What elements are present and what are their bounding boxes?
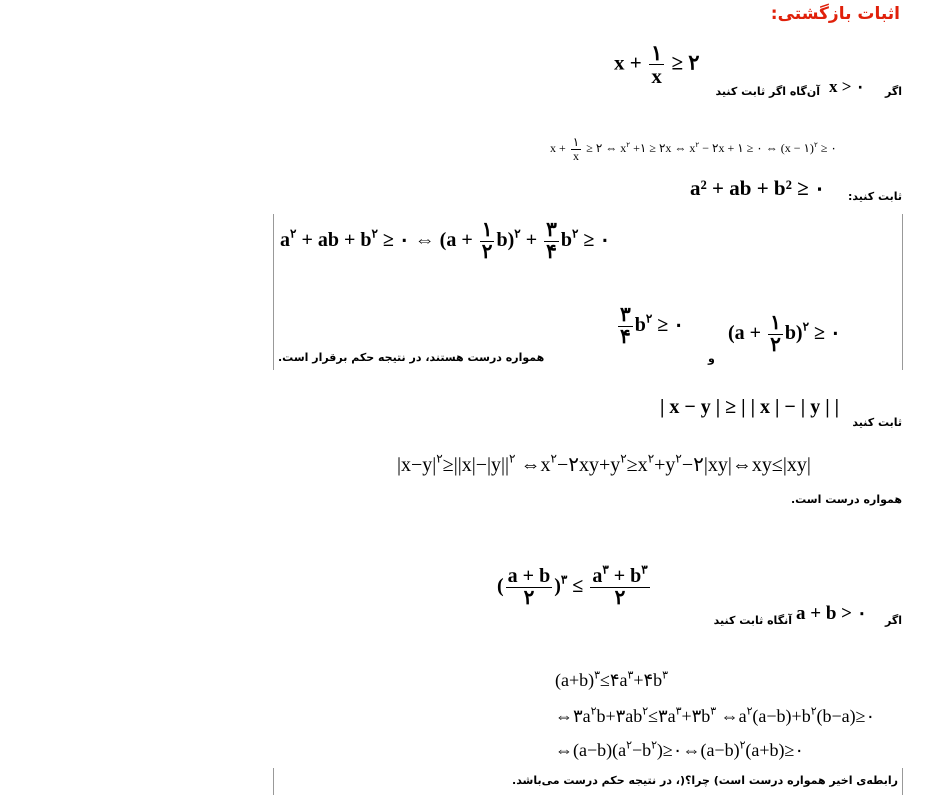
condition-a-plus-b-positive: a + b > ۰ [796,603,867,624]
statement-3: | x − y | ≥ | | x | − | y | | [660,396,840,418]
page-title: اثبات بازگشتی: [770,4,900,24]
proof-line-4a: $(a+b)^۳\le ۴a^۳+۴b^۳$ [555,669,668,690]
proof-line-3: $|x-y|^۲\ge||x|-|y||^۲$ $\Leftrightarrow x^۲-۲xy+y^۲\ge x^۲+y^۲-۲|xy|\Leftrightarrow xy\le|xy|$ [397,451,811,476]
proof-line-4b: $\Leftrightarrow ۳a^۲b+۳ab^۲\le ۳a^۳+۳b^۳$ $\Leftrightarrow a^۲(a-b)+b^۲(b-a)\ge ۰$ [555,705,876,726]
box-left-border-4 [273,768,274,795]
statement-2: a² + ab + b² ≥ ۰ [690,176,826,200]
box-right-border-4 [902,768,903,795]
label-and: و [708,352,715,365]
label-then-prove-4: آنگاه ثابت کنید [713,614,792,627]
term-three-quarter-b: $\frac{۳}{۴}$ $b^۲$ ≥ ۰ [620,304,685,348]
label-if-1: اگر [884,85,902,98]
condition-x-positive: x > ۰ [829,77,865,96]
inequality-statement-4: ( $\frac{a + b}{۲}$ )$^۳$ ≤ $\frac{a^۳ + b^۳}{۲}$ [497,562,648,609]
proof-line-1: x + $\frac{۱}{x}$ ≥ ۲ ⇔ $x^۲$ +۱ ≥ ۲x ⇔ $x^۲$ − ۲x + ۱ ≥ ۰ ⇔ (x − ۱)$^۲$ ≥ ۰ [550,135,837,163]
label-prove-3: ثابت کنید [852,416,902,429]
box-left-border-2 [273,214,274,370]
term-a-plus-half-b: (a + $\frac{۱}{۲}$ b)$^۲$ ≥ ۰ [728,312,841,356]
proof-line-4c: $\Leftrightarrow(a-b)(a^۲-b^۲)\ge ۰\Leftrightarrow(a-b)^۲(a+b)\ge ۰$ [555,739,805,760]
proof-line-2: $a^۲$ + ab + $b^۲$ ≥ ۰ ⇔ (a + $\frac{۱}{۲}$ b)$^۲$ + $\frac{۳}{۴}$ $b^۲$ ≥ ۰ [280,219,611,263]
box-right-border-2 [902,214,903,370]
label-prove-2: ثابت کنید: [848,190,902,203]
inequality-statement-1: x + $\frac{۱}{x}$ ≥ ۲ [614,41,700,89]
conclusion-2: همواره درست هستند، در نتیجه حکم برقرار است. [278,351,545,364]
conclusion-3: همواره درست است. [790,493,902,506]
label-if-4: اگر [884,614,902,627]
conclusion-4: رابطه‌ی اخیر همواره درست است) چرا؟(، در نتیجه حکم درست می‌باشد. [512,774,898,787]
label-then-prove-1: آن‌گاه اگر ثابت کنید [715,85,820,98]
